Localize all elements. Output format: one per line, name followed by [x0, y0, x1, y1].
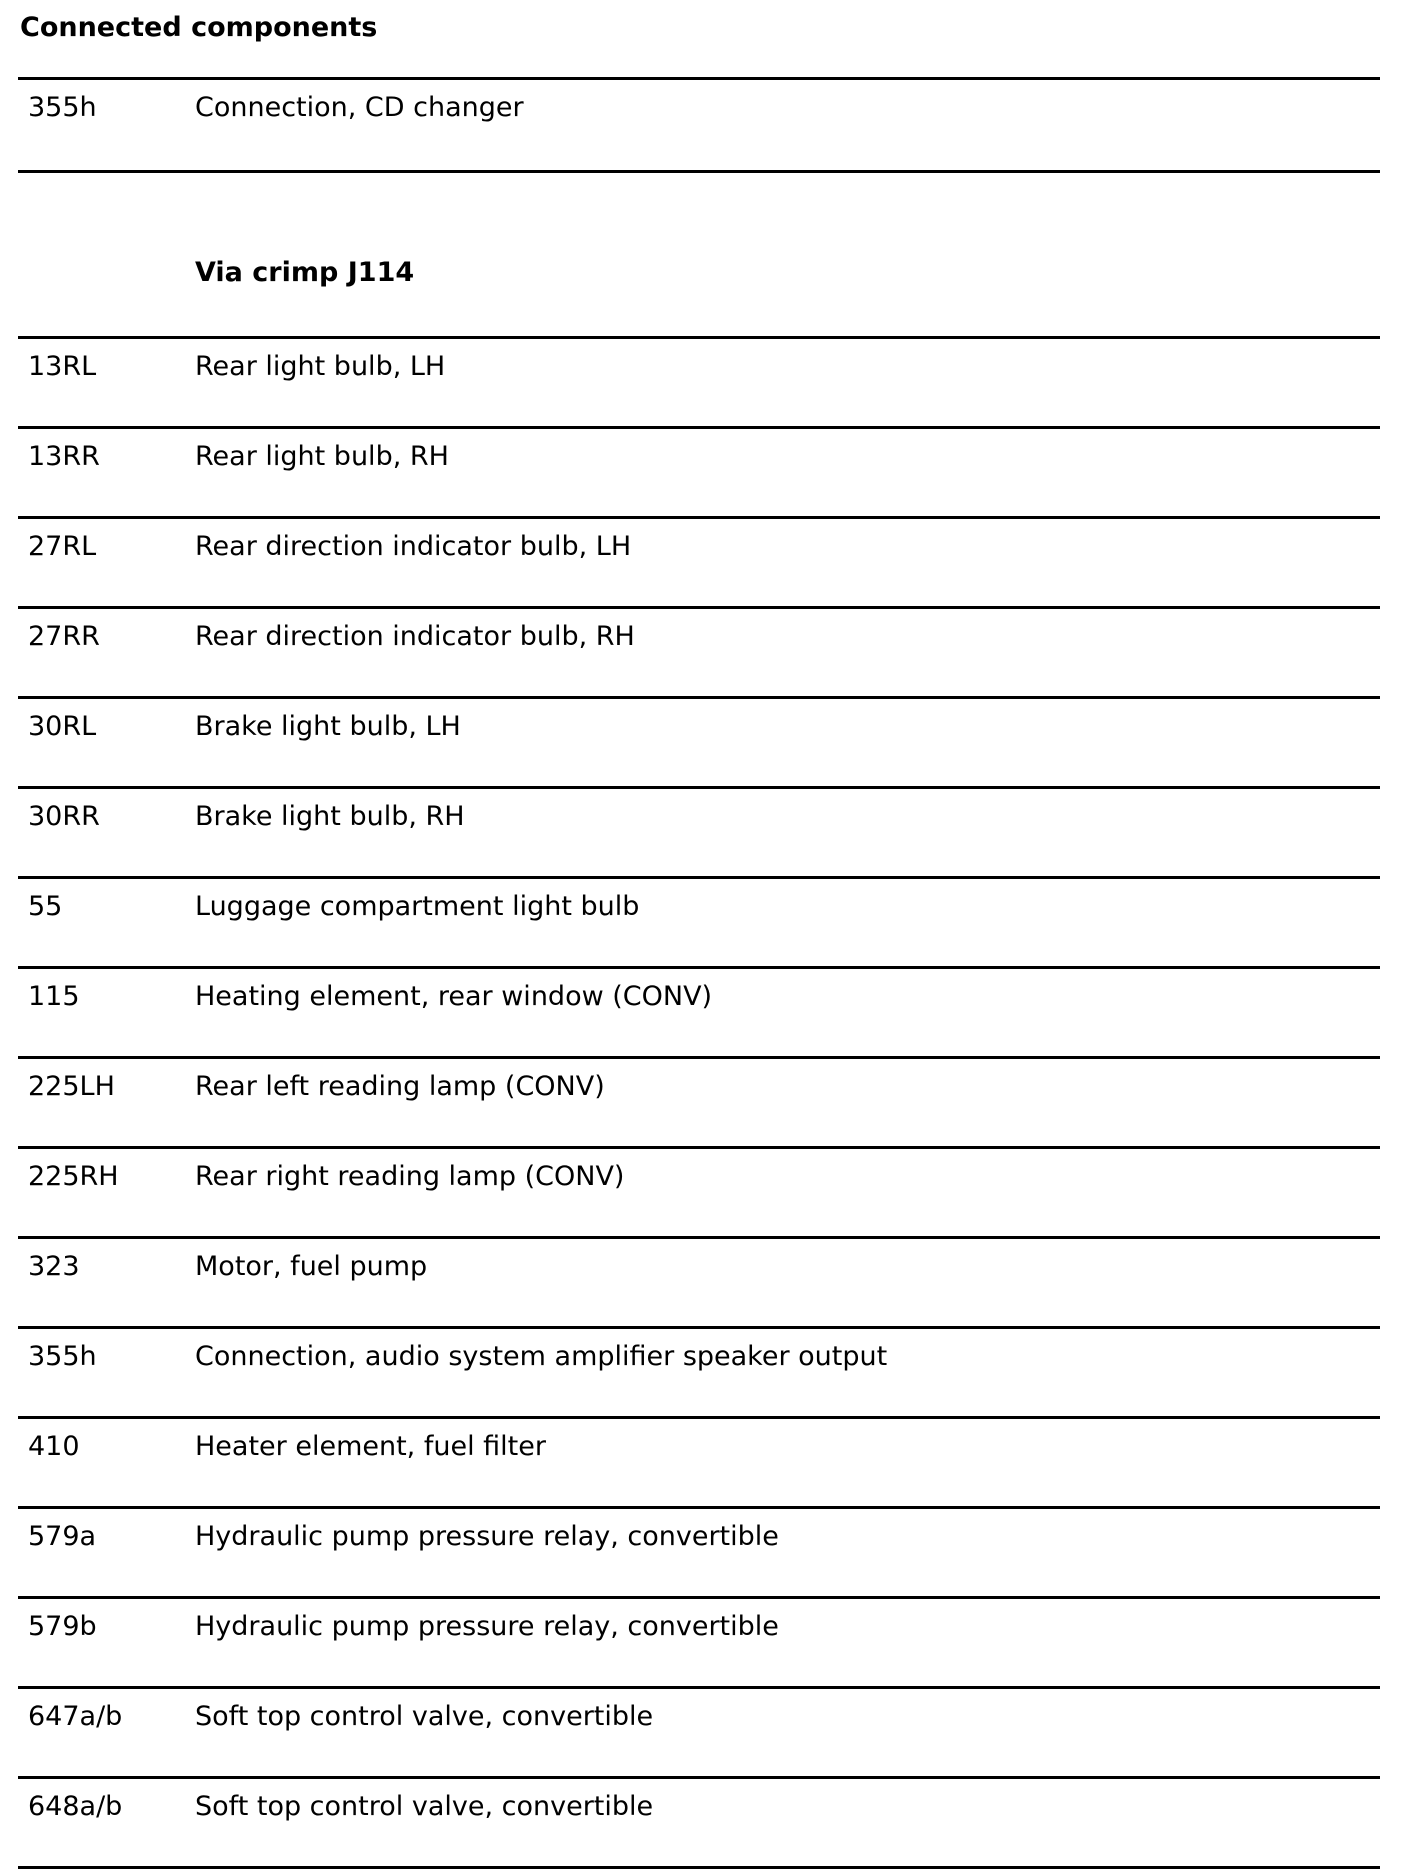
- section-subheading: Via crimp J114: [195, 257, 415, 288]
- crimp-components-table: [18, 336, 1380, 1869]
- table-row: [18, 1239, 1380, 1329]
- component-description: Hydraulic pump pressure relay, convertible: [195, 1611, 779, 1642]
- table-row: [18, 77, 1380, 173]
- component-description: Heating element, rear window (CONV): [195, 981, 713, 1012]
- table-row: [18, 1059, 1380, 1149]
- component-description: Heater element, fuel filter: [195, 1431, 546, 1462]
- page-heading: Connected components: [20, 12, 378, 43]
- component-code: 13RL: [28, 351, 97, 382]
- component-code: 30RR: [28, 801, 100, 832]
- component-description: Connection, CD changer: [195, 92, 524, 123]
- table-row: [18, 789, 1380, 879]
- table-row: [18, 1779, 1380, 1869]
- component-code: 579a: [28, 1521, 97, 1552]
- component-description: Rear direction indicator bulb, LH: [195, 531, 632, 562]
- component-code: 13RR: [28, 441, 100, 472]
- component-code: 647a/b: [28, 1701, 123, 1732]
- table-row: [18, 1329, 1380, 1419]
- component-code: 225RH: [28, 1161, 119, 1192]
- table-row: [18, 1509, 1380, 1599]
- table-row: [18, 1419, 1380, 1509]
- component-description: Brake light bulb, LH: [195, 711, 461, 742]
- component-description: Rear left reading lamp (CONV): [195, 1071, 605, 1102]
- component-code: 30RL: [28, 711, 97, 742]
- component-code: 648a/b: [28, 1791, 123, 1822]
- component-code: 579b: [28, 1611, 97, 1642]
- component-description: Rear light bulb, LH: [195, 351, 446, 382]
- table-row: [18, 879, 1380, 969]
- component-description: Rear light bulb, RH: [195, 441, 449, 472]
- table-row: [18, 609, 1380, 699]
- component-description: Rear right reading lamp (CONV): [195, 1161, 625, 1192]
- table-row: [18, 1599, 1380, 1689]
- table-row: [18, 699, 1380, 789]
- table-row: [18, 1149, 1380, 1239]
- component-description: Rear direction indicator bulb, RH: [195, 621, 635, 652]
- component-code: 410: [28, 1431, 80, 1462]
- component-code: 115: [28, 981, 80, 1012]
- connector-table: [18, 77, 1380, 173]
- component-code: 27RR: [28, 621, 100, 652]
- table-row: [18, 429, 1380, 519]
- component-description: Connection, audio system amplifier speaker output: [195, 1341, 888, 1372]
- component-description: Brake light bulb, RH: [195, 801, 465, 832]
- component-description: Motor, fuel pump: [195, 1251, 428, 1282]
- component-description: Hydraulic pump pressure relay, convertible: [195, 1521, 779, 1552]
- component-code: 225LH: [28, 1071, 115, 1102]
- component-code: 27RL: [28, 531, 97, 562]
- component-code: 355h: [28, 1341, 97, 1372]
- table-row: [18, 336, 1380, 429]
- table-row: [18, 1689, 1380, 1779]
- component-description: Luggage compartment light bulb: [195, 891, 640, 922]
- component-code: 55: [28, 891, 63, 922]
- table-row: [18, 519, 1380, 609]
- component-description: Soft top control valve, convertible: [195, 1701, 654, 1732]
- component-code: 323: [28, 1251, 80, 1282]
- table-row: [18, 969, 1380, 1059]
- component-description: Soft top control valve, convertible: [195, 1791, 654, 1822]
- component-code: 355h: [28, 92, 97, 123]
